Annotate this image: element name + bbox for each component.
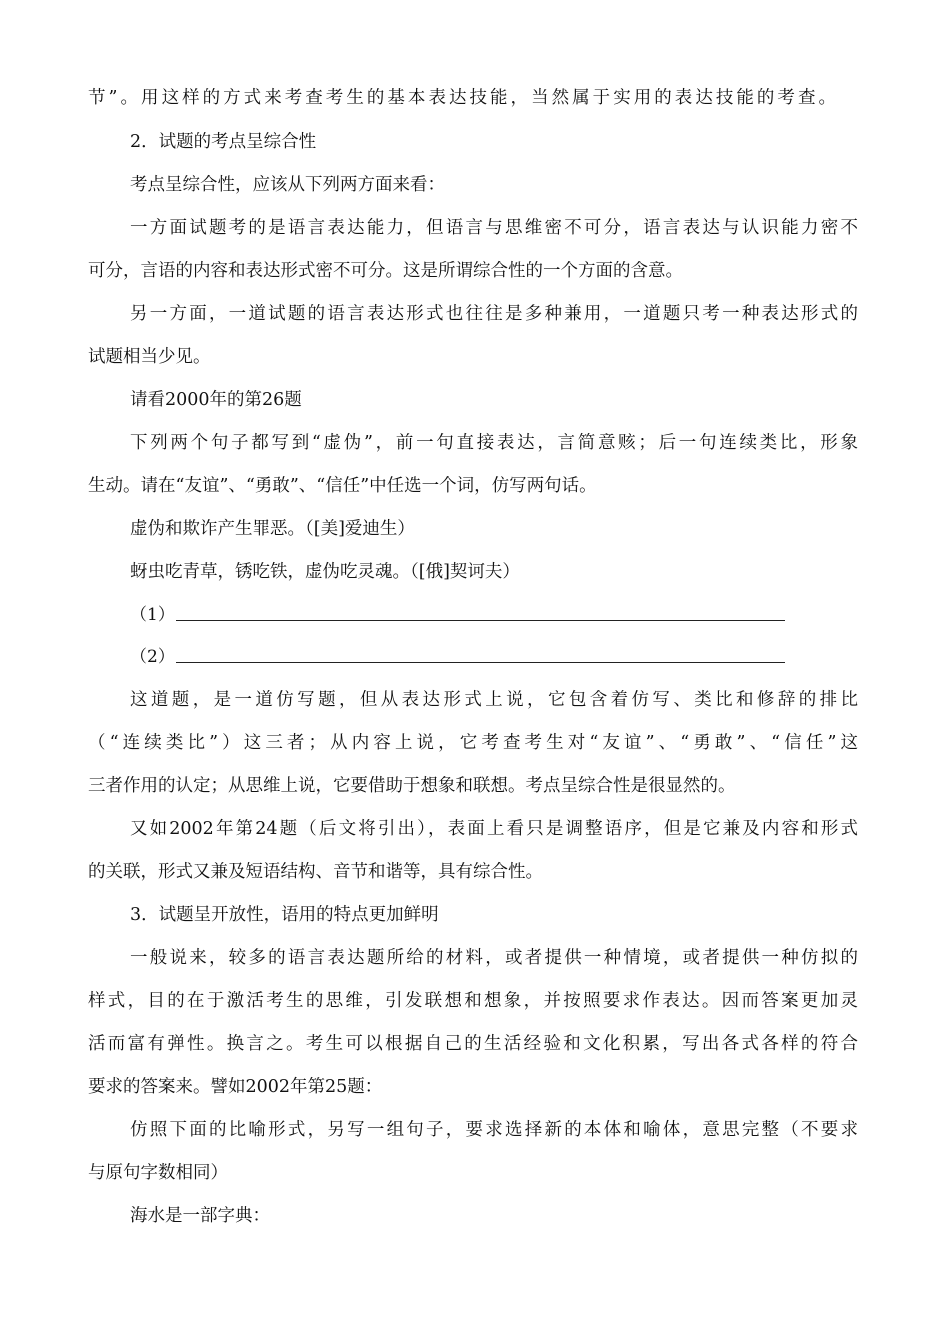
paragraph-line: 的关联，形式又兼及短语结构、音节和谐等，具有综合性。 xyxy=(88,862,543,882)
paragraph-line: 三者作用的认定；从思维上说，它要借助于想象和联想。考点呈综合性是很显然的。 xyxy=(88,776,736,796)
answer-blank-line-2[interactable] xyxy=(176,662,785,663)
paragraph-line: 生动。请在“友谊”、“勇敢”、“信任”中任选一个词，仿写两句话。 xyxy=(88,476,597,496)
paragraph-line: 试题相当少见。 xyxy=(88,347,211,367)
paragraph-line: 一方面试题考的是语言表达能力，但语言与思维密不可分，语言表达与认识能力密不 xyxy=(130,218,858,238)
paragraph-line: 活而富有弹性。换言之。考生可以根据自己的生活经验和文化积累，写出各式各样的符合 xyxy=(88,1034,858,1054)
paragraph-line: 样式，目的在于激活考生的思维，引发联想和想象，并按照要求作表达。因而答案更加灵 xyxy=(88,991,858,1011)
answer-label-1: （1） xyxy=(130,605,175,625)
section-heading: 2．试题的考点呈综合性 xyxy=(130,132,317,152)
paragraph-line: 请看2000年的第26题 xyxy=(130,390,302,410)
paragraph-line: 这道题，是一道仿写题，但从表达形式上说，它包含着仿写、类比和修辞的排比 xyxy=(130,690,858,710)
paragraph-line: 要求的答案来。譬如2002年第25题： xyxy=(88,1077,383,1097)
paragraph-line: 另一方面，一道试题的语言表达形式也往往是多种兼用，一道题只考一种表达形式的 xyxy=(130,304,858,324)
answer-blank-line-1[interactable] xyxy=(176,620,785,621)
paragraph-line: 仿照下面的比喻形式，另写一组句子，要求选择新的本体和喻体，意思完整（不要求 xyxy=(130,1120,858,1140)
paragraph-line: 又如2002年第24题（后文将引出），表面上看只是调整语序，但是它兼及内容和形式 xyxy=(130,819,858,839)
paragraph-line: 与原句字数相同） xyxy=(88,1163,228,1183)
section-heading: 3．试题呈开放性，语用的特点更加鲜明 xyxy=(130,905,439,925)
paragraph-line: 海水是一部字典： xyxy=(130,1206,270,1226)
paragraph-line: 一般说来，较多的语言表达题所给的材料，或者提供一种情境，或者提供一种仿拟的 xyxy=(130,948,858,968)
quote-line: 虚伪和欺诈产生罪恶。（[美]爱迪生） xyxy=(130,519,415,539)
paragraph-line: 考点呈综合性，应该从下列两方面来看： xyxy=(130,175,445,195)
paragraph-line: 可分，言语的内容和表达形式密不可分。这是所谓综合性的一个方面的含意。 xyxy=(88,261,683,281)
paragraph-line: 节”。用这样的方式来考查考生的基本表达技能，当然属于实用的表达技能的考查。 xyxy=(88,88,836,108)
paragraph-line: 下列两个句子都写到“虚伪”，前一句直接表达，言简意赅；后一句连续类比，形象 xyxy=(130,433,858,453)
answer-label-2: （2） xyxy=(130,647,175,667)
paragraph-line: （“连续类比”）这三者；从内容上说，它考查考生对“友谊”、“勇敢”、“信任”这 xyxy=(88,733,858,753)
quote-line: 蚜虫吃青草，锈吃铁，虚伪吃灵魂。（[俄]契诃夫） xyxy=(130,562,520,582)
